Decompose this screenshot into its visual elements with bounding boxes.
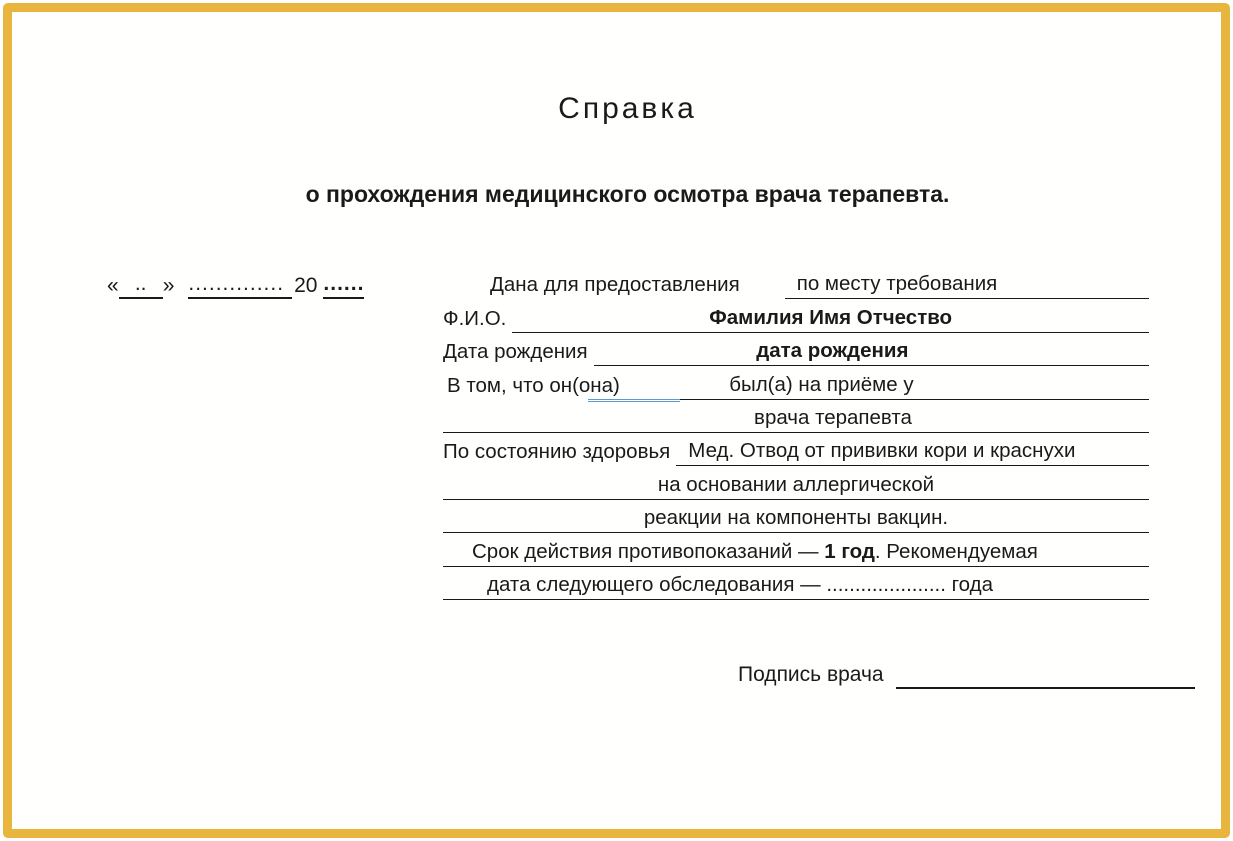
reaction-line-value: реакции на компоненты вакцин. — [443, 506, 1149, 533]
row-reaction — [443, 500, 1149, 533]
row-birth-date — [443, 333, 1149, 366]
validity-suffix: . Рекомендуемая — [874, 539, 1038, 563]
document-title: Справка — [558, 92, 697, 125]
month-blank: .............. — [188, 272, 292, 299]
row-health-state — [443, 433, 1149, 466]
row-fio — [443, 299, 1149, 332]
validity-prefix: Срок действия противопоказаний — — [472, 539, 825, 563]
date-line — [107, 268, 364, 299]
row-given-for — [443, 266, 1149, 299]
next-exam-line: дата следующего обследования — ..................... года — [443, 573, 1149, 600]
row-validity — [443, 533, 1149, 566]
attended-label: В том, что он — [447, 373, 573, 397]
day-blank: .. — [119, 272, 163, 299]
given-for-value: по месту требования — [785, 272, 1149, 299]
open-quote: « — [107, 274, 119, 297]
row-next-exam — [443, 567, 1149, 600]
signature-block — [738, 656, 1195, 689]
fio-value: Фамилия Имя Отчество — [512, 306, 1149, 333]
close-quote: » — [162, 274, 175, 297]
given-for-label: Дана для предоставления — [490, 273, 740, 297]
health-state-label: По состоянию здоровья — [443, 440, 671, 464]
validity-line — [443, 540, 1149, 567]
validity-term: 1 год — [824, 539, 875, 563]
basis-line-value: на основании аллергической — [443, 473, 1149, 500]
year-blank: ...... — [323, 272, 364, 299]
year-century: 20 — [294, 274, 318, 297]
attended-value: был(а) на приёме у — [620, 373, 1149, 400]
row-doctor — [443, 400, 1149, 433]
signature-label: Подпись врача — [738, 663, 884, 686]
document-subtitle: о прохождения медицинского осмотра врача терапевта. — [305, 181, 950, 207]
row-attended — [443, 366, 1149, 399]
health-state-value: Мед. Отвод от прививки кори и краснухи — [676, 439, 1149, 466]
attended-pronoun: (она) — [572, 373, 620, 397]
fio-label: Ф.И.О. — [443, 306, 507, 330]
birth-date-label: Дата рождения — [443, 340, 588, 364]
certificate-form — [443, 266, 1149, 600]
birth-date-value: дата рождения — [594, 339, 1149, 366]
row-basis — [443, 466, 1149, 499]
doctor-line-value: врача терапевта — [443, 406, 1149, 433]
signature-blank-line — [896, 687, 1195, 689]
